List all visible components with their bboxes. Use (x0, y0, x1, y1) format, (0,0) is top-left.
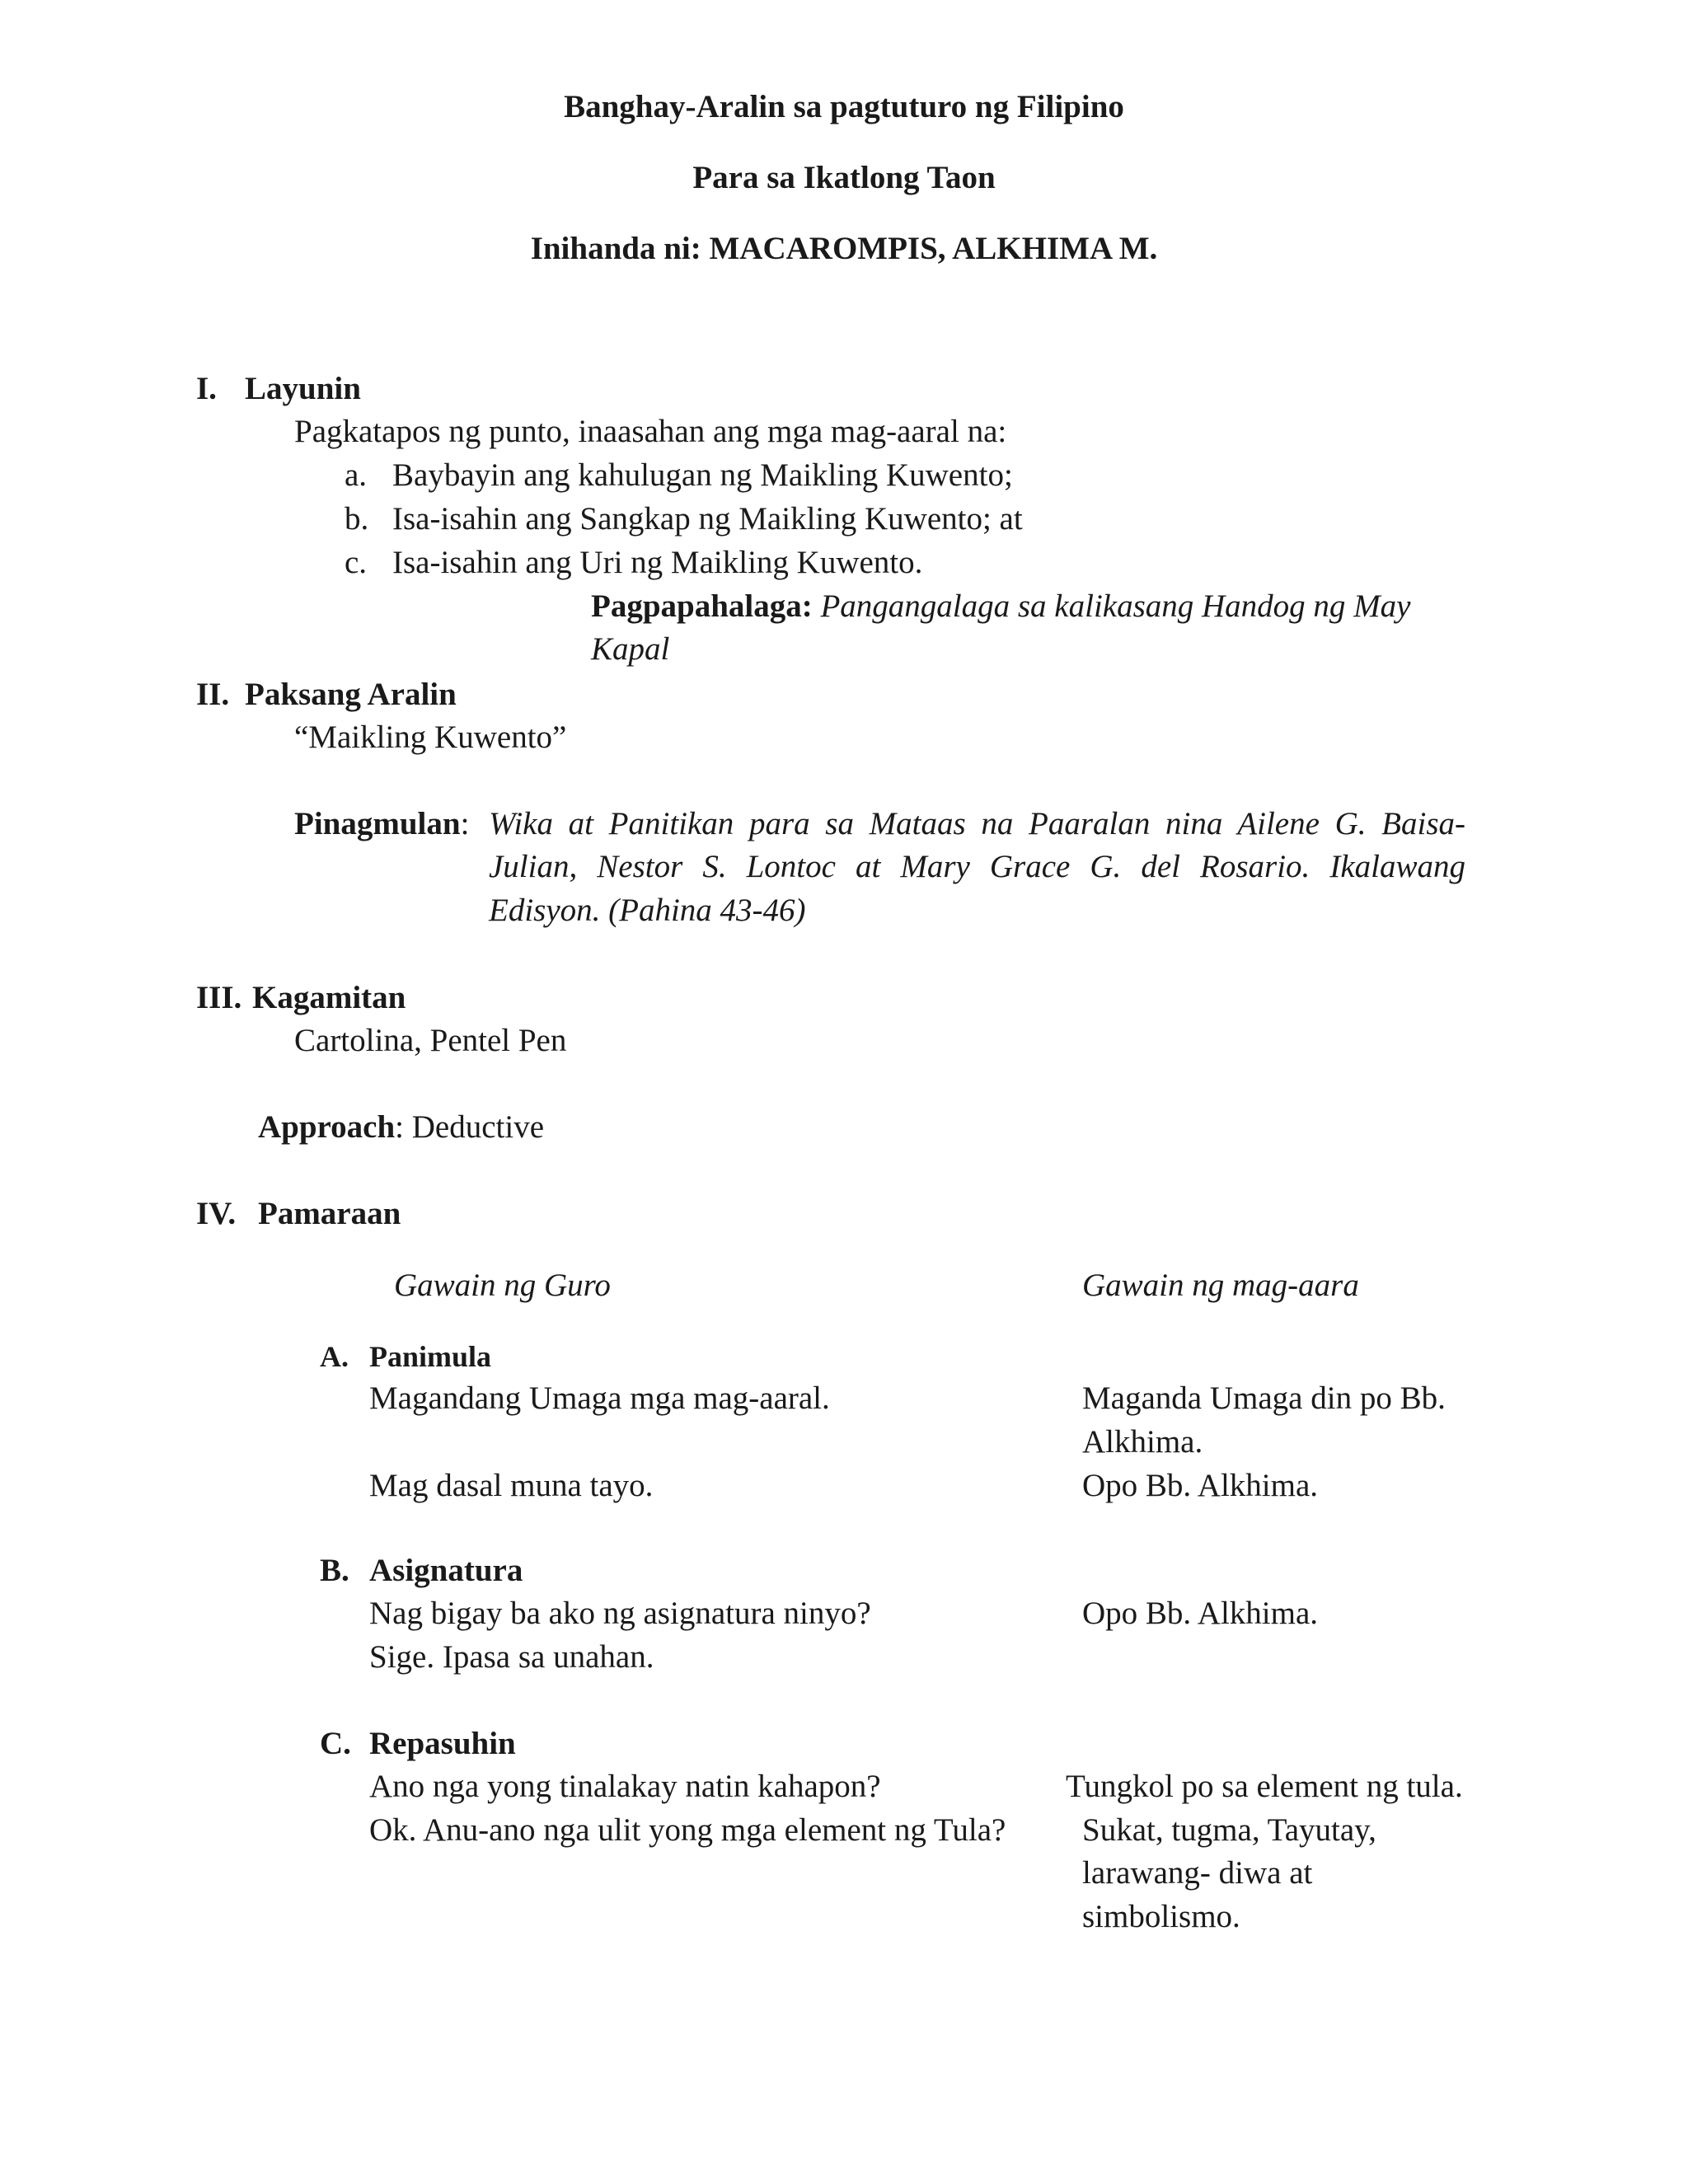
pagpapahalaga-line (591, 590, 1410, 622)
student-line: Opo Bb. Alkhima. (1082, 1596, 1319, 1631)
pinagmulan-colon: : (460, 806, 470, 841)
teacher-line: Nag bigay ba ako ng asignatura ninyo? (369, 1596, 871, 1631)
pinagmulan-label: Pinagmulan (294, 806, 461, 841)
pinagmulan-text-line-1 (489, 808, 1465, 840)
teacher-line: Sige. Ipasa sa unahan. (369, 1639, 654, 1675)
list-item-marker: b. (345, 501, 369, 537)
part-heading-repasuhin: Repasuhin (369, 1726, 516, 1761)
section-numeral-layunin: I. (196, 371, 217, 406)
part-heading-panimula: Panimula (369, 1340, 492, 1373)
pagpapahalaga-text: Pangangalaga sa kalikasang Handog ng May (820, 588, 1411, 624)
pinagmulan-text: Wika at Panitikan para sa Mataas na Paaralan nina Ailene G. Baisa- (489, 806, 1465, 841)
paksa-topic: “Maikling Kuwento” (294, 719, 567, 755)
student-line: Tungkol po sa element ng tula. (1066, 1769, 1463, 1804)
teacher-line: Ok. Anu-ano nga ulit yong mga element ng Tula? (369, 1812, 1006, 1848)
column-header-student: Gawain ng mag-aara (1082, 1268, 1359, 1303)
list-item: Baybayin ang kahulugan ng Maikling Kuwento; (392, 457, 1013, 493)
list-item-marker: c. (345, 545, 368, 580)
student-line: Sukat, tugma, Tayutay, (1082, 1812, 1376, 1848)
approach-value: : Deductive (395, 1109, 545, 1145)
part-marker-a: A. (320, 1340, 349, 1373)
section-heading-layunin: Layunin (245, 371, 361, 406)
student-line: Alkhima. (1082, 1424, 1203, 1460)
pagpapahalaga-text-cont: Kapal (591, 631, 670, 667)
column-header-teacher: Gawain ng Guro (394, 1268, 611, 1303)
teacher-line: Ano nga yong tinalakay natin kahapon? (369, 1769, 881, 1804)
student-line: larawang- diwa at (1082, 1855, 1313, 1891)
section-numeral-kagamitan: III. (196, 980, 242, 1015)
pinagmulan-text: Julian, Nestor S. Lontoc at Mary Grace G. del Rosario. Ikalawang (489, 849, 1465, 884)
part-marker-b: B. (320, 1553, 349, 1588)
approach-label: Approach (258, 1109, 396, 1145)
pinagmulan-text-line-3: Edisyon. (Pahina 43-46) (489, 893, 806, 928)
pagpapahalaga-label: Pagpapahalaga: (591, 588, 813, 624)
kagamitan-materials: Cartolina, Pentel Pen (294, 1023, 567, 1058)
student-line: Maganda Umaga din po Bb. (1082, 1380, 1446, 1416)
list-item-marker: a. (345, 457, 368, 493)
approach-line (258, 1111, 544, 1143)
student-line: Opo Bb. Alkhima. (1082, 1468, 1319, 1503)
document-subtitle: Para sa Ikatlong Taon (692, 160, 996, 195)
part-heading-asignatura: Asignatura (369, 1553, 523, 1588)
section-numeral-pamaraan: IV. (196, 1196, 237, 1231)
pinagmulan-text-line-2 (489, 851, 1465, 883)
layunin-intro: Pagkatapos ng punto, inaasahan ang mga mag-aaral na: (294, 414, 1007, 449)
teacher-line: Magandang Umaga mga mag-aaral. (369, 1380, 830, 1416)
pinagmulan-label-line (294, 808, 469, 840)
list-item: Isa-isahin ang Sangkap ng Maikling Kuwento; at (392, 501, 1023, 537)
section-numeral-paksa: II. (196, 677, 230, 712)
section-heading-pamaraan: Pamaraan (258, 1196, 401, 1231)
list-item: Isa-isahin ang Uri ng Maikling Kuwento. (392, 545, 923, 580)
section-heading-paksa: Paksang Aralin (245, 677, 457, 712)
document-author: Inihanda ni: MACAROMPIS, ALKHIMA M. (530, 231, 1158, 266)
document-title: Banghay-Aralin sa pagtuturo ng Filipino (564, 89, 1124, 124)
section-heading-kagamitan: Kagamitan (252, 980, 406, 1015)
student-line: simbolismo. (1082, 1899, 1240, 1934)
teacher-line: Mag dasal muna tayo. (369, 1468, 654, 1503)
part-marker-c: C. (320, 1726, 351, 1761)
